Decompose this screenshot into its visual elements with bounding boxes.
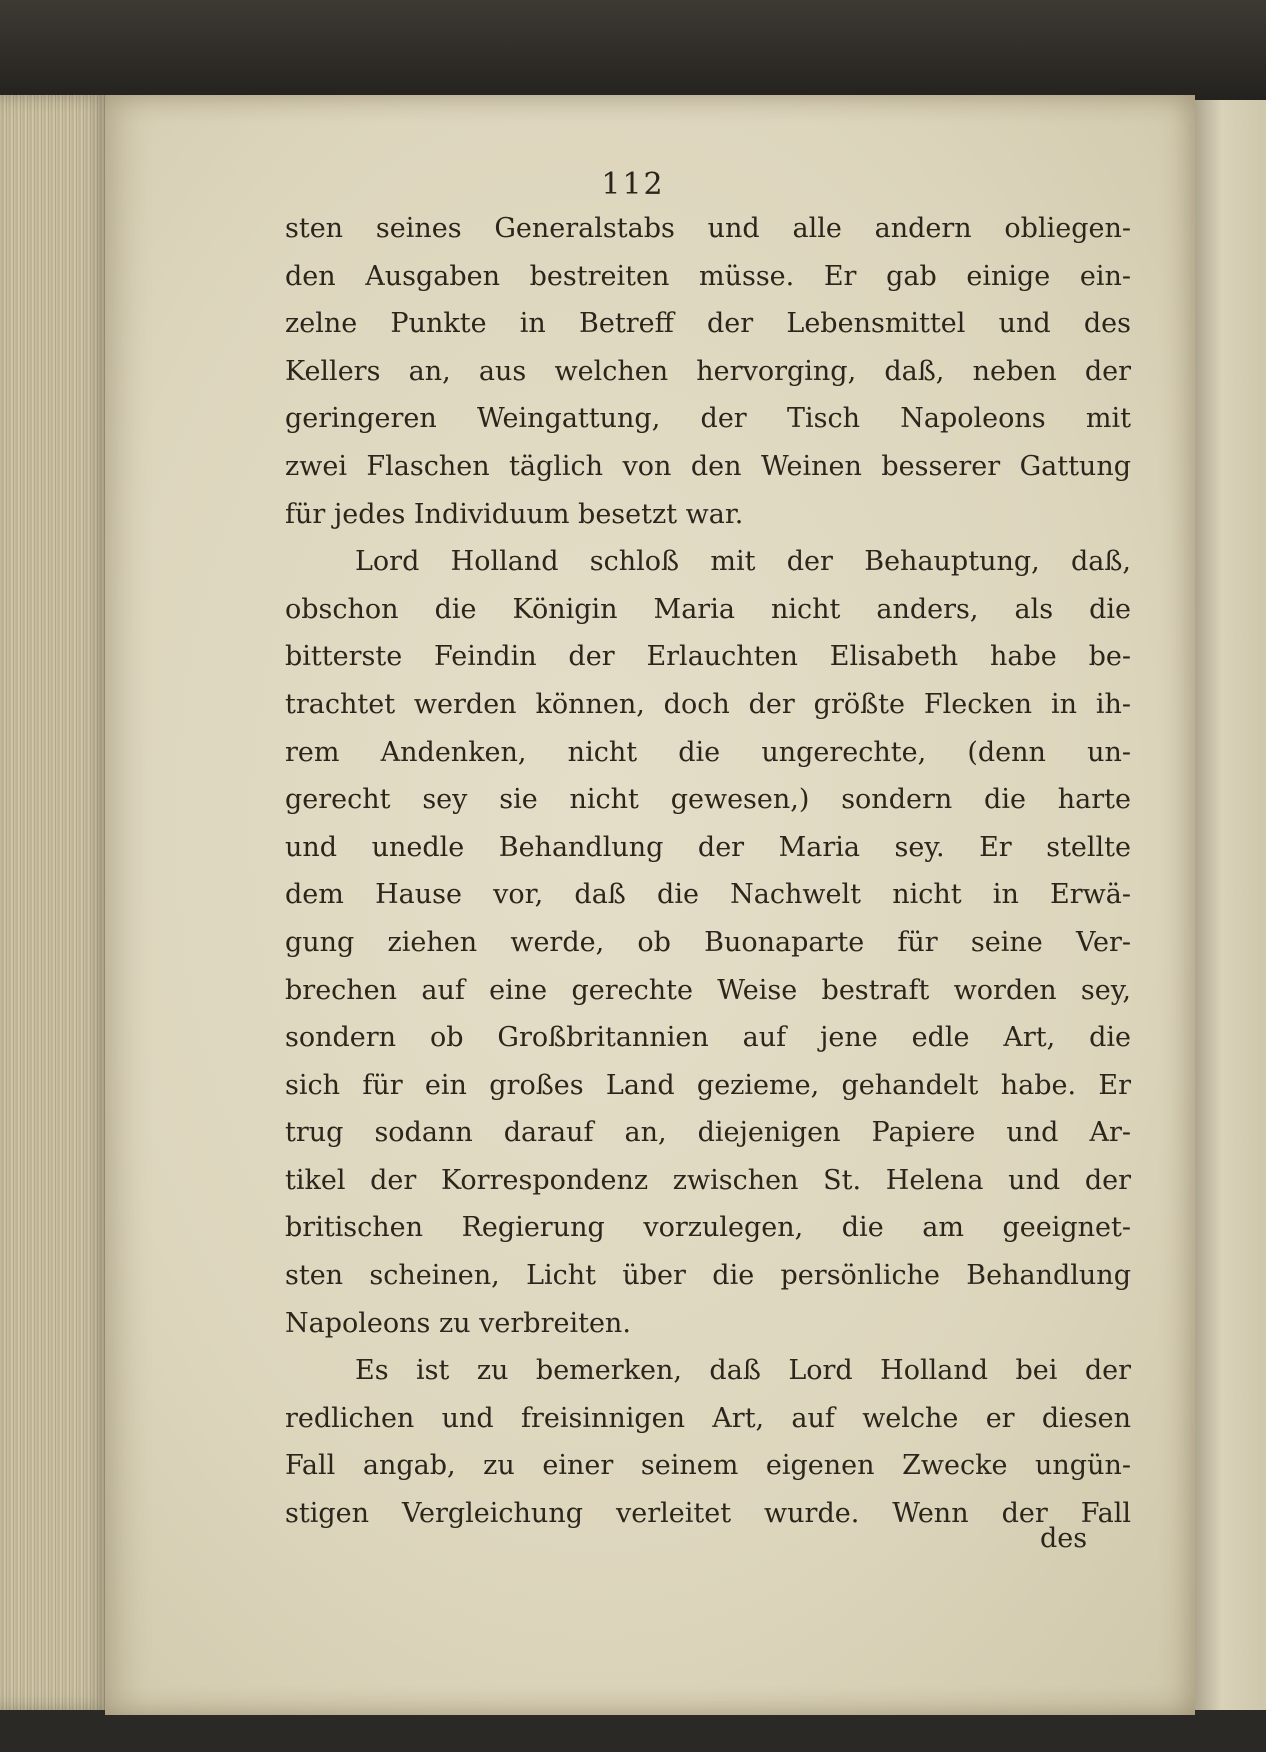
text-line: brechen auf eine gerechte Weise bestraft worden sey, <box>285 974 1131 1006</box>
text-line: dem Hause vor, daß die Nachwelt nicht in Erwä- <box>285 879 1131 911</box>
text-line: stigen Vergleichung verleitet wurde. Wenn der Fall <box>285 1498 1131 1530</box>
book-page <box>105 95 1195 1715</box>
text-line: sich für ein großes Land gezieme, gehandelt habe. Er <box>285 1069 1131 1101</box>
text-line: britischen Regierung vorzulegen, die am geeignet- <box>285 1212 1131 1244</box>
text-line: sten seines Generalstabs und alle andern obliegen- <box>285 213 1131 244</box>
text-line: rem Andenken, nicht die ungerechte, (denn un- <box>285 736 1131 768</box>
facing-page-edge <box>1192 100 1266 1710</box>
text-line: Es ist zu bemerken, daß Lord Holland bei der <box>355 1355 1131 1387</box>
catchword: des <box>1040 1523 1088 1554</box>
text-line: Fall angab, zu einer seinem eigenen Zwecke ungün- <box>285 1450 1131 1482</box>
text-line: Kellers an, aus welchen hervorging, daß, neben der <box>285 355 1131 387</box>
text-line: tikel der Korrespondenz zwischen St. Helena und der <box>285 1164 1131 1196</box>
text-line: Napoleons zu verbreiten. <box>285 1307 631 1339</box>
scanner-bed <box>0 0 1266 100</box>
text-line: sten scheinen, Licht über die persönliche Behandlung <box>285 1260 1131 1292</box>
text-line: gerecht sey sie nicht gewesen,) sondern die harte <box>285 784 1131 816</box>
text-line: gung ziehen werde, ob Buonaparte für seine Ver- <box>285 926 1131 958</box>
text-line: und unedle Behandlung der Maria sey. Er stellte <box>285 831 1131 863</box>
body-text <box>285 205 1131 1538</box>
text-line: redlichen und freisinnigen Art, auf welche er diesen <box>285 1402 1131 1434</box>
text-line: trug sodann darauf an, diejenigen Papiere und Ar- <box>285 1117 1131 1149</box>
text-line: trachtet werden können, doch der größte Flecken in ih- <box>285 688 1131 720</box>
text-line: geringeren Weingattung, der Tisch Napoleons mit <box>285 403 1131 435</box>
text-line: obschon die Königin Maria nicht anders, als die <box>285 593 1131 625</box>
text-line: sondern ob Großbritannien auf jene edle Art, die <box>285 1022 1131 1054</box>
text-line: für jedes Individuum besetzt war. <box>285 498 744 530</box>
text-line: den Ausgaben bestreiten müsse. Er gab einige ein- <box>285 260 1131 292</box>
page-number: 112 <box>601 167 665 202</box>
text-line: Lord Holland schloß mit der Behauptung, daß, <box>355 546 1131 578</box>
text-line: zelne Punkte in Betreff der Lebensmittel und des <box>285 308 1131 340</box>
text-line: zwei Flaschen täglich von den Weinen besserer Gattung <box>285 450 1131 482</box>
book-page-edges <box>0 95 110 1710</box>
text-line: bitterste Feindin der Erlauchten Elisabeth habe be- <box>285 641 1131 673</box>
